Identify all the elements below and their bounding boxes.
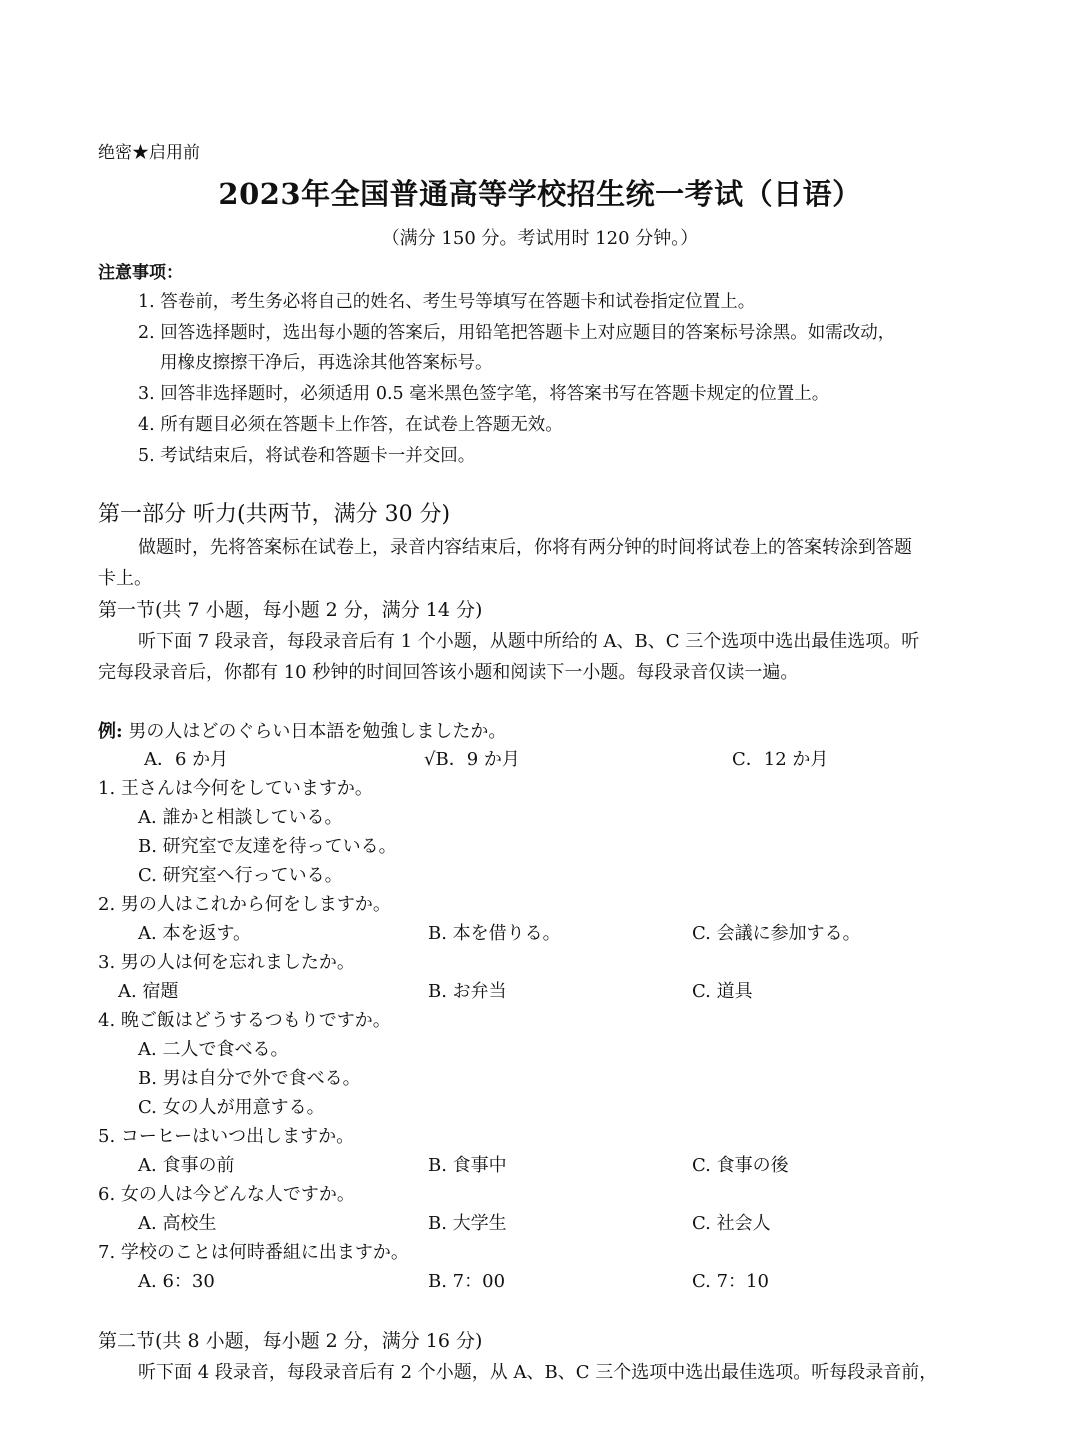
q7-option-c: C. 7：10 (692, 1271, 769, 1292)
q1-option-c: C. 研究室へ行っている。 (138, 865, 343, 886)
part1-instruction-cont: 卡上。 (98, 568, 152, 589)
part1-instruction: 做题时，先将答案标在试卷上，录音内容结束后，你将有两分钟的时间将试卷上的答案转涂到答题 (138, 537, 912, 558)
notice-item: 5. 考试结束后，将试卷和答题卡一并交回。 (138, 446, 476, 466)
q7-option-a: A. 6：30 (138, 1271, 215, 1292)
q2-option-a: A. 本を返す。 (138, 923, 252, 944)
notice-item: 1. 答卷前，考生务必将自己的姓名、考生号等填写在答题卡和试卷指定位置上。 (138, 292, 756, 312)
q4-option-a: A. 二人で食べる。 (138, 1039, 289, 1060)
q1-option-a: A. 誰かと相談している。 (138, 807, 343, 828)
example-option-a: A．6 か月 (144, 749, 229, 770)
question-7: 7. 学校のことは何時番組に出ますか。 (98, 1242, 409, 1263)
q7-option-b: B. 7：00 (428, 1271, 506, 1292)
example-label: 例: (98, 721, 123, 742)
example-option-c: C．12 か月 (732, 749, 829, 770)
q3-option-a: A. 宿題 (118, 981, 179, 1002)
q6-option-a: A. 高校生 (138, 1213, 217, 1234)
part1-heading: 第一部分 听力(共两节，满分 30 分) (98, 502, 451, 527)
example-option-b-correct: √B．9 か月 (424, 749, 520, 770)
question-1: 1. 王さんは今何をしていますか。 (98, 778, 373, 799)
question-6: 6. 女の人は今どんな人ですか。 (98, 1184, 355, 1205)
q4-option-b: B. 男は自分で外で食べる。 (138, 1068, 361, 1089)
q3-option-b: B. お弁当 (428, 981, 507, 1002)
q3-option-c: C. 道具 (692, 981, 753, 1002)
q5-option-b: B. 食事中 (428, 1155, 507, 1176)
section1-heading: 第一节(共 7 小题，每小题 2 分，满分 14 分) (98, 599, 483, 621)
notice-item: 2. 回答选择题时，选出每小题的答案后，用铅笔把答题卡上对应题目的答案标号涂黑。如需改动， (138, 323, 896, 343)
question-4: 4. 晩ご飯はどうするつもりですか。 (98, 1010, 391, 1031)
section2-heading: 第二节(共 8 小题，每小题 2 分，满分 16 分) (98, 1330, 483, 1352)
question-3: 3. 男の人は何を忘れましたか。 (98, 952, 355, 973)
q1-option-b: B. 研究室で友達を待っている。 (138, 836, 397, 857)
q4-option-c: C. 女の人が用意する。 (138, 1097, 325, 1118)
exam-subtitle: （满分 150 分。考试用时 120 分钟。） (381, 228, 699, 249)
exam-title: 2023年全国普通高等学校招生统一考试（日语） (218, 177, 862, 211)
notice-item: 4. 所有题目必须在答题卡上作答，在试卷上答题无效。 (138, 415, 563, 435)
q6-option-b: B. 大学生 (428, 1213, 507, 1234)
section1-instruction-cont: 完每段录音后，你都有 10 秒钟的时间回答该小题和阅读下一小题。每段录音仅读一遍。 (98, 662, 799, 683)
notice-item-continuation: 用橡皮擦擦干净后，再选涂其他答案标号。 (160, 353, 493, 373)
example-question-text: 男の人はどのぐらい日本語を勉強しましたか。 (128, 721, 507, 742)
q2-option-c: C. 会議に参加する。 (692, 923, 861, 944)
section2-instruction: 听下面 4 段录音，每段录音后有 2 个小题，从 A、B、C 三个选项中选出最佳选项。听每段录音前， (138, 1362, 938, 1383)
q5-option-c: C. 食事の後 (692, 1155, 789, 1176)
q2-option-b: B. 本を借りる。 (428, 923, 561, 944)
q6-option-c: C. 社会人 (692, 1213, 771, 1234)
example-question (98, 717, 506, 743)
question-5: 5. コーヒーはいつ出しますか。 (98, 1126, 355, 1147)
q5-option-a: A. 食事の前 (138, 1155, 235, 1176)
notice-item: 3. 回答非选择题时，必须适用 0.5 毫米黑色签字笔，将答案书写在答题卡规定的位置上。 (138, 384, 830, 404)
notice-heading: 注意事项： (98, 263, 183, 283)
question-2: 2. 男の人はこれから何をしますか。 (98, 894, 391, 915)
section1-instruction: 听下面 7 段录音，每段录音后有 1 个小题，从题中所给的 A、B、C 三个选项中选出最佳选项。听 (138, 631, 920, 652)
confidential-mark: 绝密★启用前 (98, 143, 200, 163)
